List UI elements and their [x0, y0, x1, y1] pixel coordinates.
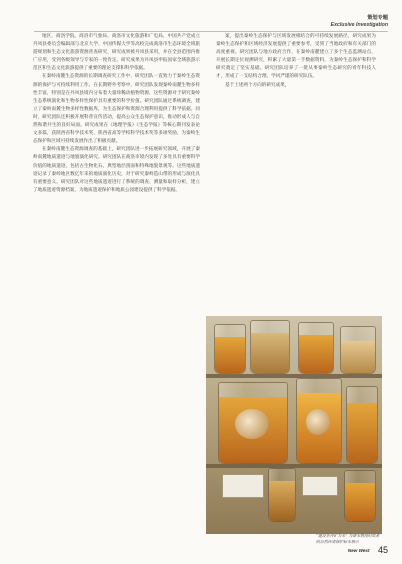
left-text-column — [33, 33, 200, 543]
specimen-label-card — [222, 474, 264, 498]
section-title-en: Exclusive Investigation — [330, 22, 388, 28]
specimen-jar — [214, 324, 246, 374]
photo-caption: “建设华丹矿为本” 为课本教授时联系的自然环境保护标本展示 — [316, 533, 380, 544]
specimen-jar — [344, 470, 376, 522]
right-text-column — [216, 33, 376, 315]
paragraph: 基于上述两个方向的研究成果， — [225, 82, 290, 88]
specimen-jar — [268, 468, 296, 522]
page-header — [331, 15, 388, 29]
section-title: 策划专题 — [367, 15, 388, 21]
specimen-jars-photo — [206, 316, 382, 534]
magazine-name: New West — [347, 548, 370, 553]
paragraph: 在秦岭南麓生态资源的长期调查研究工作中，研究团队一直致力于秦岭生态资源的保护与可持续利用工作。在长期野外考察中，研究团队发现秦岭南麓生物多样性丰富，特别是在丹凤县境内分布着大量珍稀动植物资源，这些资源对于研究秦岭生态系统演化和生物多样性保护具有重要的科学价值。研究团队通过系统调查，建立了秦岭南麓生物多样性数据库，为生态保护和资源合理利用提供了科学依据。同时，研究团队还积极开展科普宣传活动，提高公众生态保护意识，推动形成人与自然和谐共生的良好局面。研究成果在《地理学报》《生态学报》等核心期刊发表论文多篇，获陕西省科学技术奖、陕西省高等学校科学技术奖等多项奖励，为秦岭生态保护和区域可持续发展作出了积极贡献。 — [33, 74, 200, 145]
large-specimen-jar — [218, 382, 288, 464]
page-number: 45 — [377, 545, 388, 555]
specimen-jar — [298, 322, 334, 374]
specimen-label-card — [302, 476, 338, 496]
paragraph: 在秦岭南麓生态资源调查的基础上，研究团队进一步拓展研究领域，开展了秦岭南麓地质遗迹与地貌演化研究。研究团队在商洛市境内发现了多处具有重要科学价值的地质遗迹，包括古生物化石、典型地层剖面和特殊地貌景观等。这些地质遗迹记录了秦岭地区数亿年来的地质演化历史，对于研究秦岭造山带的形成与演化具有重要意义。研究团队对这些地质遗迹进行了系统的调查、测量和取样分析，建立了地质遗迹资源档案，为地质遗迹保护和地质公园建设提供了科学依据。 — [33, 147, 200, 193]
shelf — [206, 374, 382, 378]
page-footer — [348, 539, 388, 557]
paragraph: 地区，商洛学院、商洛市气象局、商洛市文化旅游和广电局、中国共产党成立丹凤县委员会编辑部与北京大学、中国传媒大学等高校完成商洛市生态环境全域旅游规划和生态文化旅游资源普查研究，研究成果被丹凤县采用，并在全县范围内推广应用，受到各级领导与专家的一致肯定。研究成果为丹凤县申报国家全域旅游示范区和生态文化旅游提供了重要的理论支撑和科学依据。 — [33, 34, 200, 72]
header-rule — [34, 31, 388, 32]
specimen-jar — [250, 320, 290, 374]
large-specimen-jar — [296, 378, 342, 464]
specimen-jar — [340, 326, 376, 374]
specimen-jar — [346, 386, 378, 464]
paragraph: 案，提出秦岭生态保护与区域发展相结合的可持续发展路径，研究成果为秦岭生态保护和区域经济发展提供了重要参考，受到了当地政府和有关部门的高度重视。研究团队与地方政府合作，在秦岭南麓建立了多个生态监测站点，开展长期定位观测研究，积累了大量第一手数据资料，为秦岭生态保护和科学研究奠定了坚实基础。研究团队培养了一批从事秦岭生态研究的青年科技人才，形成了一支结构合理、学风严谨的研究队伍。 — [216, 34, 376, 80]
